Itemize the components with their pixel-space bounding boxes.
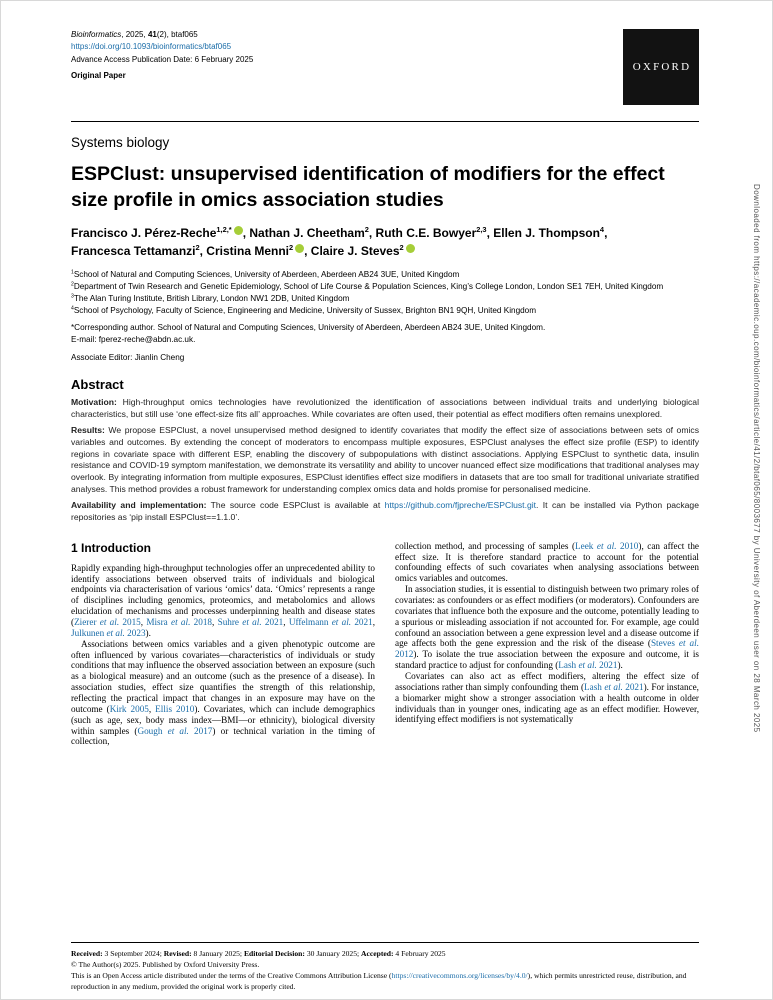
affiliation-1 <box>71 269 699 281</box>
inline-link[interactable]: https://creativecommons.org/licenses/by/4.0/ <box>391 971 528 980</box>
text-segment: ). Covariates, which can include demographics (such as age, sex, body mass index—BMI—or ethnicity), biological diversity within samples ( <box>71 703 375 736</box>
text-segment: , <box>148 703 156 714</box>
section-heading: Systems biology <box>71 135 170 150</box>
affiliation-3 <box>71 293 699 305</box>
inline-link[interactable]: Suhre <box>217 616 243 627</box>
text-segment: Motivation: <box>71 396 117 407</box>
inline-link[interactable]: et al. <box>331 616 352 627</box>
text-segment: 1,2,* <box>216 225 232 235</box>
text-segment: Rapidly expanding high-throughput technologies offer an unprecedented ability to identify associations between observed traits of individuals and biological endpoints via characterisation of various ‘omics’ data. ‘Omics’ represents a range of disciplines including genomics, proteomics, and metabolomics and allows elucidation of mechanisms and processes underpinning health and disease states ( <box>71 562 375 627</box>
text-segment: ). <box>617 660 623 671</box>
text-segment: Bioinformatics <box>71 30 122 39</box>
text-segment: 41 <box>147 30 157 39</box>
text-segment: 2,3 <box>476 225 487 235</box>
inline-link[interactable]: 2015 <box>119 616 141 627</box>
journal-citation <box>71 29 253 41</box>
inline-link[interactable]: 2023 <box>124 627 146 638</box>
inline-link[interactable]: https://github.com/fjpreche/ESPClust.git <box>384 500 537 511</box>
inline-link[interactable]: Kirk 2005 <box>109 703 149 714</box>
text-segment: , Ruth C.E. Bowyer <box>368 226 477 241</box>
text-segment: , Nathan J. Cheetham <box>242 226 365 241</box>
text-segment: 3 <box>71 293 74 300</box>
text-segment: Editorial Decision: <box>243 949 305 958</box>
inline-link[interactable]: Zierer <box>74 616 100 627</box>
header-divider <box>71 121 699 122</box>
inline-link[interactable]: et al. <box>242 616 262 627</box>
inline-link[interactable]: Leek <box>575 540 597 551</box>
affiliations <box>71 269 699 317</box>
text-segment: 4 <box>599 225 605 235</box>
inline-link[interactable]: 2021 <box>622 681 644 692</box>
text-segment: 2 <box>364 225 369 235</box>
text-segment: 3 September 2024; <box>102 949 164 958</box>
text-segment: The Alan Turing Institute, British Library, London NW1 2DB, United Kingdom <box>73 294 350 304</box>
text-segment: Covariates can also act as effect modifiers, altering the effect size of associations rather than simply confounding them ( <box>395 671 699 692</box>
oxford-logo-text: OXFORD <box>632 61 692 73</box>
inline-link[interactable]: 2021 <box>261 616 284 627</box>
intro-paragraph <box>395 671 699 725</box>
text-segment: ). <box>145 627 151 638</box>
text-segment: ). For instance, a biomarker might show a stronger association with a health outcome in older individuals than in younger ones, indicating age as an effect modifier. However, identifying effect modifiers is not systematically <box>395 681 699 725</box>
intro-paragraph <box>395 541 699 584</box>
text-segment: Department of Twin Research and Genetic Epidemiology, School of Life Course & Population Sciences, King’s College London, London SE1 7EH, United Kingdom <box>73 282 664 292</box>
body-columns <box>71 541 699 748</box>
text-segment: , <box>604 226 608 241</box>
abstract-availability <box>71 500 699 523</box>
text-segment: 1 <box>71 269 74 276</box>
text-segment: School of Natural and Computing Sciences, University of Aberdeen, Aberdeen AB24 3UE, United Kingdom <box>73 270 460 280</box>
page-footer <box>71 942 699 992</box>
inline-link[interactable]: et al. <box>106 627 125 638</box>
text-segment: ). To isolate the true association between the exposure and outcome, it is standard practice to adjust for confounding ( <box>395 649 699 671</box>
inline-link[interactable]: Steves <box>650 638 679 649</box>
inline-link[interactable]: et al. <box>171 616 191 627</box>
intro-paragraph <box>71 563 375 639</box>
inline-link[interactable]: et al. <box>604 681 623 692</box>
download-watermark: Downloaded from https://academic.oup.com/bioinformatics/article/41/2/btaf065/8003677 by University of Aberdeen user on 28 March 2025 <box>752 184 761 733</box>
text-segment: Revised: <box>163 949 192 958</box>
text-segment: , Cristina Menni <box>199 244 289 259</box>
text-segment: 2 <box>399 243 404 253</box>
text-segment: 8 January 2025; <box>191 949 244 958</box>
inline-link[interactable]: Julkunen <box>71 627 107 638</box>
text-segment: Accepted: <box>361 949 394 958</box>
received-dates-line <box>71 948 699 959</box>
text-segment: Results: <box>71 425 105 436</box>
text-segment: 4 <box>71 305 74 312</box>
inline-link[interactable]: Lash <box>584 681 605 692</box>
author-line-1 <box>71 224 699 242</box>
abstract-heading: Abstract <box>71 376 124 392</box>
text-segment: Received: <box>71 949 103 958</box>
text-segment: In association studies, it is essential to distinguish between two primary roles of covariates: as confounders or as effect modifiers (or moderators). Confounders are covariates that influence both the exposure and the outcome, potentially leading to a spurious or misleading association if not accounted for. For example, age could confound an association between a gene expression level and a disease outcome if age affects both the gene expression and the risk of the disease ( <box>395 584 699 649</box>
advance-access-date: Advance Access Publication Date: 6 February 2025 <box>71 54 254 64</box>
inline-link[interactable]: 2012 <box>395 649 414 660</box>
license-line <box>71 970 699 992</box>
inline-link[interactable]: et al. <box>596 540 617 551</box>
inline-link[interactable]: 2018 <box>190 616 213 627</box>
text-segment: , 2025, <box>121 30 148 39</box>
left-column <box>71 541 375 748</box>
abstract-motivation <box>71 397 699 420</box>
text-segment: School of Psychology, Faculty of Science, Engineering and Medicine, University of Sussex, Brighton BN1 9QH, United Kingdom <box>73 306 537 316</box>
text-segment: Associations between omics variables and a given phenotypic outcome are often influenced by various covariates—characteristics of individuals or study conditions that may influence the observed association between an exposure (such as a biological measure) and an outcome (such as the presence of a disease). In association studies, effect size quantifies the strength of this relationship, reflecting the practical impact that changes in an exposure may have on the outcome ( <box>71 638 375 714</box>
abstract-results <box>71 425 699 495</box>
affiliation-2 <box>71 281 699 293</box>
text-segment: , <box>212 616 218 627</box>
text-segment: , <box>283 616 289 627</box>
text-segment: ) or technical variation in the timing of collection, <box>71 725 376 747</box>
corresponding-block <box>71 322 699 346</box>
text-segment: 4 February 2025 <box>393 949 446 958</box>
inline-link[interactable]: 2021 <box>351 616 373 627</box>
author-line-2 <box>71 242 699 260</box>
text-segment: Availability and implementation: <box>71 500 207 511</box>
text-segment: , Ellen J. Thompson <box>486 226 600 241</box>
text-segment: 30 January 2025; <box>304 949 362 958</box>
inline-link[interactable]: Lash <box>558 660 579 671</box>
text-segment: 2 <box>288 243 294 253</box>
text-segment: The source code ESPClust is available at <box>206 500 385 511</box>
inline-link[interactable]: et al. <box>167 725 189 736</box>
associate-editor-line: Associate Editor: Jianlin Cheng <box>71 352 185 362</box>
inline-link[interactable]: Uffelmann <box>288 616 332 627</box>
corresponding-author-note: *Corresponding author. School of Natural and Computing Sciences, University of Aberdeen, Aberdeen AB24 3UE, United Kingdom. <box>71 323 546 333</box>
text-segment: , Claire J. Steves <box>304 244 400 259</box>
text-segment: High-throughput omics technologies have revolutionized the identification of associations between individual traits and underlying biological characteristics, but still use ‘one effect-size fits all’ approaches. While covariates are often used, their potential as effect modifiers often remains unexplored. <box>71 396 699 419</box>
text-segment: , <box>372 616 376 627</box>
text-segment: collection method, and processing of samples ( <box>395 540 576 551</box>
author-list <box>71 224 699 260</box>
inline-link[interactable]: et al. <box>578 660 597 671</box>
header-meta <box>71 29 253 83</box>
corresponding-email: E-mail: fperez-reche@abdn.ac.uk. <box>71 334 196 344</box>
text-segment: . It can be installed via Python package repositories as ‘pip install ESPClust==1.1.0’. <box>71 500 699 522</box>
intro-paragraph <box>395 584 699 671</box>
inline-link[interactable]: Gough <box>137 725 168 736</box>
inline-link[interactable]: 2010 <box>616 540 639 551</box>
inline-link[interactable]: Misra <box>146 616 172 627</box>
text-segment: 2 <box>71 281 74 288</box>
orcid-icon[interactable] <box>234 226 243 235</box>
inline-link[interactable]: et al. <box>99 616 120 627</box>
intro-paragraph <box>71 639 375 748</box>
affiliation-4 <box>71 305 699 317</box>
text-segment: (2), btaf065 <box>156 30 198 39</box>
paper-type-label: Original Paper <box>71 71 126 81</box>
orcid-icon[interactable] <box>406 244 415 253</box>
abstract-section <box>71 397 699 524</box>
oxford-university-press-logo <box>623 29 699 105</box>
inline-link[interactable]: et al. <box>678 638 699 649</box>
right-column <box>395 541 699 748</box>
orcid-icon[interactable] <box>295 244 304 253</box>
text-segment: ), can affect the effect size. It is therefore standard practice to account for the potential confounding effects of such covariates when analysing associations between omics variables and outcomes. <box>395 540 699 584</box>
inline-link[interactable]: 2021 <box>596 660 618 671</box>
text-segment: , <box>140 616 147 627</box>
inline-link[interactable]: Ellis 2010 <box>155 703 195 714</box>
page-content <box>1 1 772 747</box>
text-segment: We propose ESPClust, a novel unsupervised method designed to identify covariates that modify the effect size of associations between sets of omics variables and outcomes. By extending the concept of moderators to encompass multiple exposures, ESPClust analyses the effect size profile (ESP) to identify regions in covariate space with different ESP, enabling the discovery of subpopulations with distinct associations. Applying ESPClust to synthetic data, insulin resistance and COVID-19 symptom manifestation, we demonstrate its versatility and ability to uncover nuanced effect size modifications that traditional analyses may overlook. By integrating information from multiple exposures, ESPClust identifies effect size modifiers in datasets that are too small for traditional univariate stratified analyses. This method provides a robust framework for understanding complex omics data and holds promise for personalised medicine. <box>71 425 699 494</box>
copyright-line: © The Author(s) 2025. Published by Oxford University Press. <box>71 960 260 969</box>
journal-header <box>71 29 699 105</box>
doi-link[interactable]: https://doi.org/10.1093/bioinformatics/btaf065 <box>71 42 232 52</box>
text-segment: ), which permits unrestricted reuse, distribution, and reproduction in any medium, provided the original work is properly cited. <box>71 971 687 991</box>
text-segment: 2 <box>195 243 200 253</box>
text-segment: Francisco J. Pérez-Reche <box>71 226 217 241</box>
text-segment: Francesca Tettamanzi <box>71 244 196 259</box>
text-segment: This is an Open Access article distributed under the terms of the Creative Commons Attribution License ( <box>71 971 392 980</box>
article-title: ESPClust: unsupervised identification of modifiers for the effect size profile in omics association studies <box>71 163 665 211</box>
inline-link[interactable]: 2017 <box>188 725 213 736</box>
introduction-heading: 1 Introduction <box>71 540 151 555</box>
